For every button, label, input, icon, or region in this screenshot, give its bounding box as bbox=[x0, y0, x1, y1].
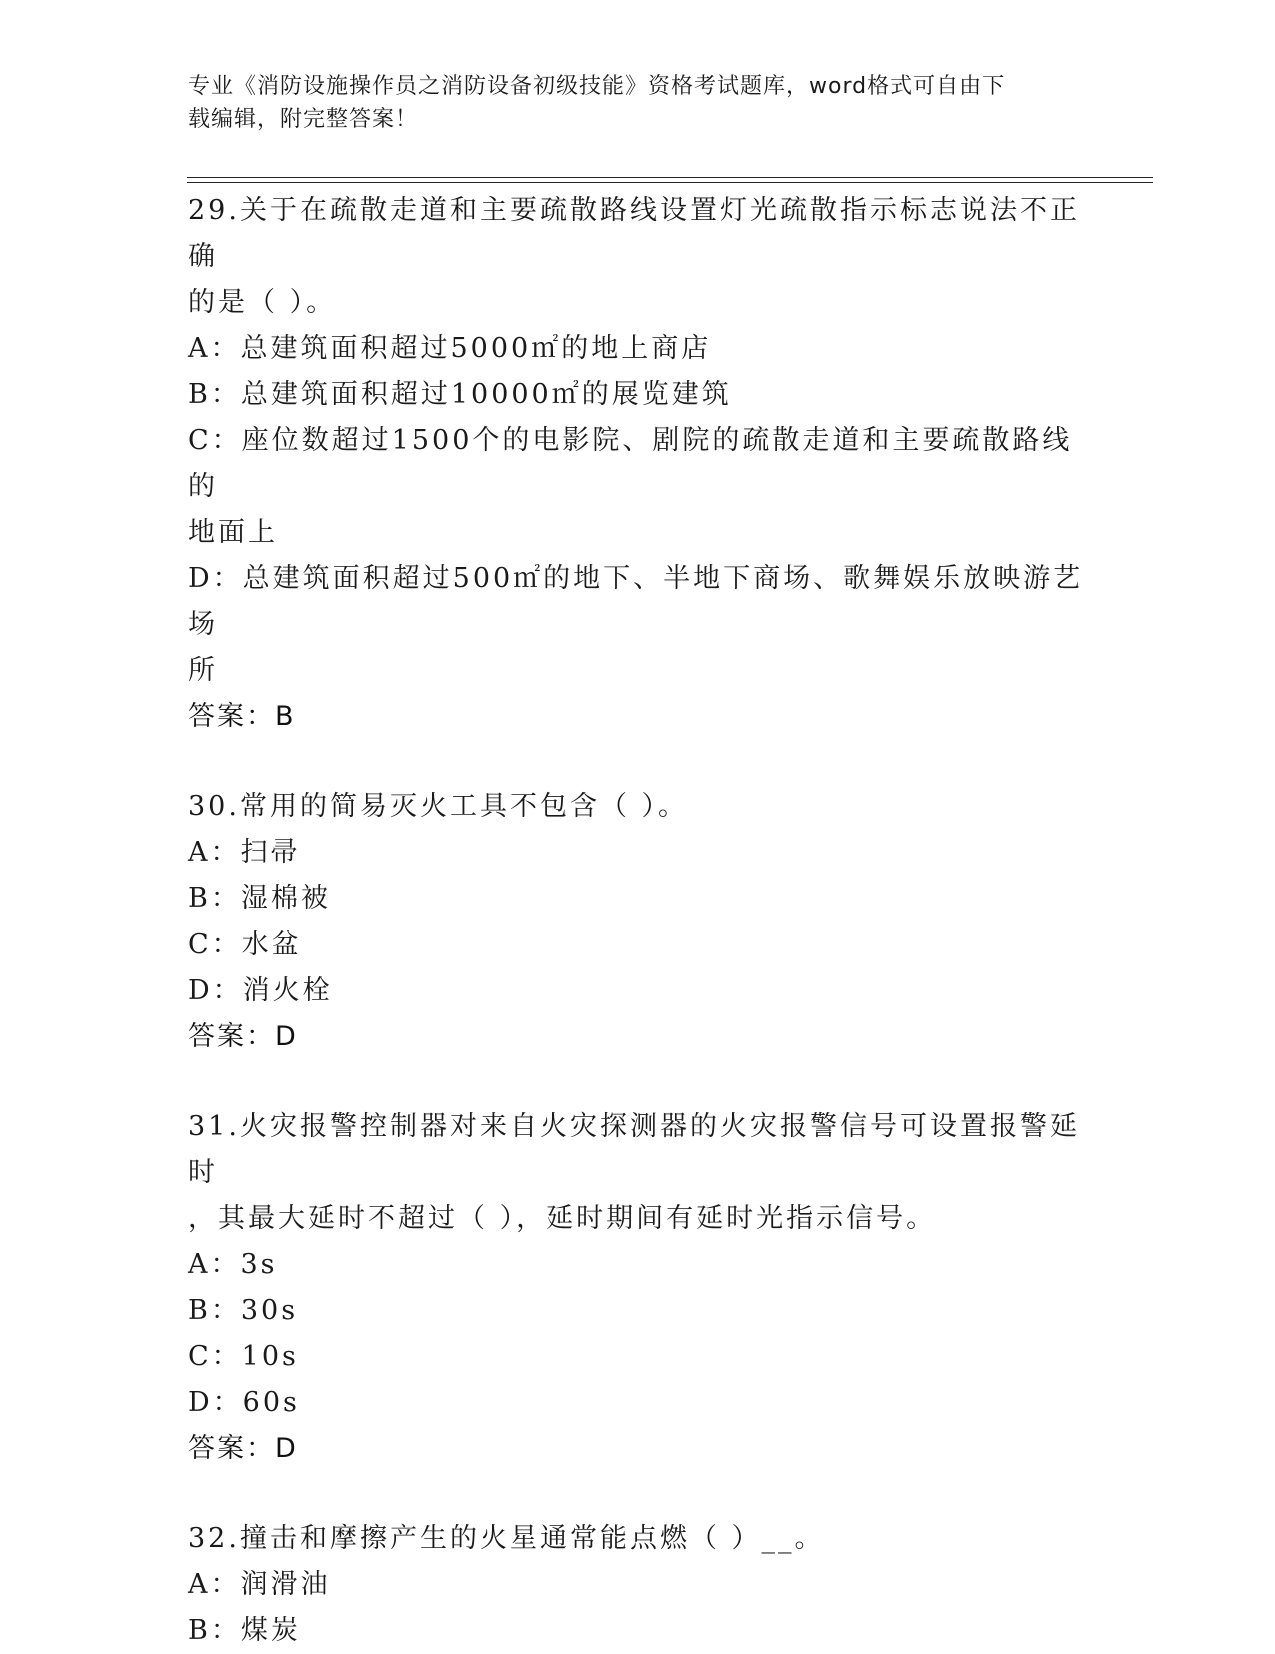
option-d: D：消火栓 bbox=[188, 975, 333, 1006]
question-list bbox=[188, 188, 1088, 1654]
document-header bbox=[188, 70, 1068, 136]
option-a: A：润滑油 bbox=[188, 1569, 331, 1600]
option-c: C：水盆 bbox=[188, 929, 302, 960]
option-d-continued: 所 bbox=[188, 655, 218, 686]
option-b: B：总建筑面积超过10000㎡的展览建筑 bbox=[188, 379, 732, 410]
option-a: A：3s bbox=[188, 1249, 278, 1280]
option-c: C：座位数超过1500个的电影院、剧院的疏散走道和主要疏散路线的 bbox=[188, 425, 1073, 502]
question-31 bbox=[188, 1104, 1088, 1472]
question-30 bbox=[188, 784, 1088, 1060]
question-stem-line: 32.撞击和摩擦产生的火星通常能点燃（ ）__。 bbox=[188, 1523, 825, 1554]
question-stem-line: 的是（ ）。 bbox=[188, 287, 337, 318]
answer: 答案：D bbox=[188, 1433, 298, 1464]
answer: 答案：D bbox=[188, 1021, 298, 1052]
option-c-continued: 地面上 bbox=[188, 517, 278, 548]
header-line-2: 载编辑，附完整答案！ bbox=[188, 107, 419, 132]
answer: 答案：B bbox=[188, 701, 296, 732]
option-d: D：总建筑面积超过500㎡的地下、半地下商场、歌舞娱乐放映游艺场 bbox=[188, 563, 1084, 640]
question-29 bbox=[188, 188, 1088, 740]
header-line-1: 专业《消防设施操作员之消防设备初级技能》资格考试题库，word格式可自由下 bbox=[188, 74, 1006, 99]
option-a: A：总建筑面积超过5000㎡的地上商店 bbox=[188, 333, 712, 364]
option-c: C：10s bbox=[188, 1341, 299, 1372]
question-stem-line: ，其最大延时不超过（ ），延时期间有延时光指示信号。 bbox=[188, 1203, 937, 1234]
option-b: B：湿棉被 bbox=[188, 883, 331, 914]
header-divider-bottom bbox=[187, 182, 1153, 183]
option-b: B：30s bbox=[188, 1295, 299, 1326]
header-divider-top bbox=[187, 177, 1153, 178]
option-a: A：扫帚 bbox=[188, 837, 301, 868]
question-stem-line: 31.火灾报警控制器对来自火灾探测器的火灾报警信号可设置报警延时 bbox=[188, 1111, 1080, 1188]
question-stem-line: 29.关于在疏散走道和主要疏散路线设置灯光疏散指示标志说法不正确 bbox=[188, 195, 1080, 272]
question-stem-line: 30.常用的简易灭火工具不包含（ ）。 bbox=[188, 791, 689, 822]
question-32 bbox=[188, 1516, 1088, 1654]
option-b: B：煤炭 bbox=[188, 1615, 301, 1646]
option-d: D：60s bbox=[188, 1387, 300, 1418]
